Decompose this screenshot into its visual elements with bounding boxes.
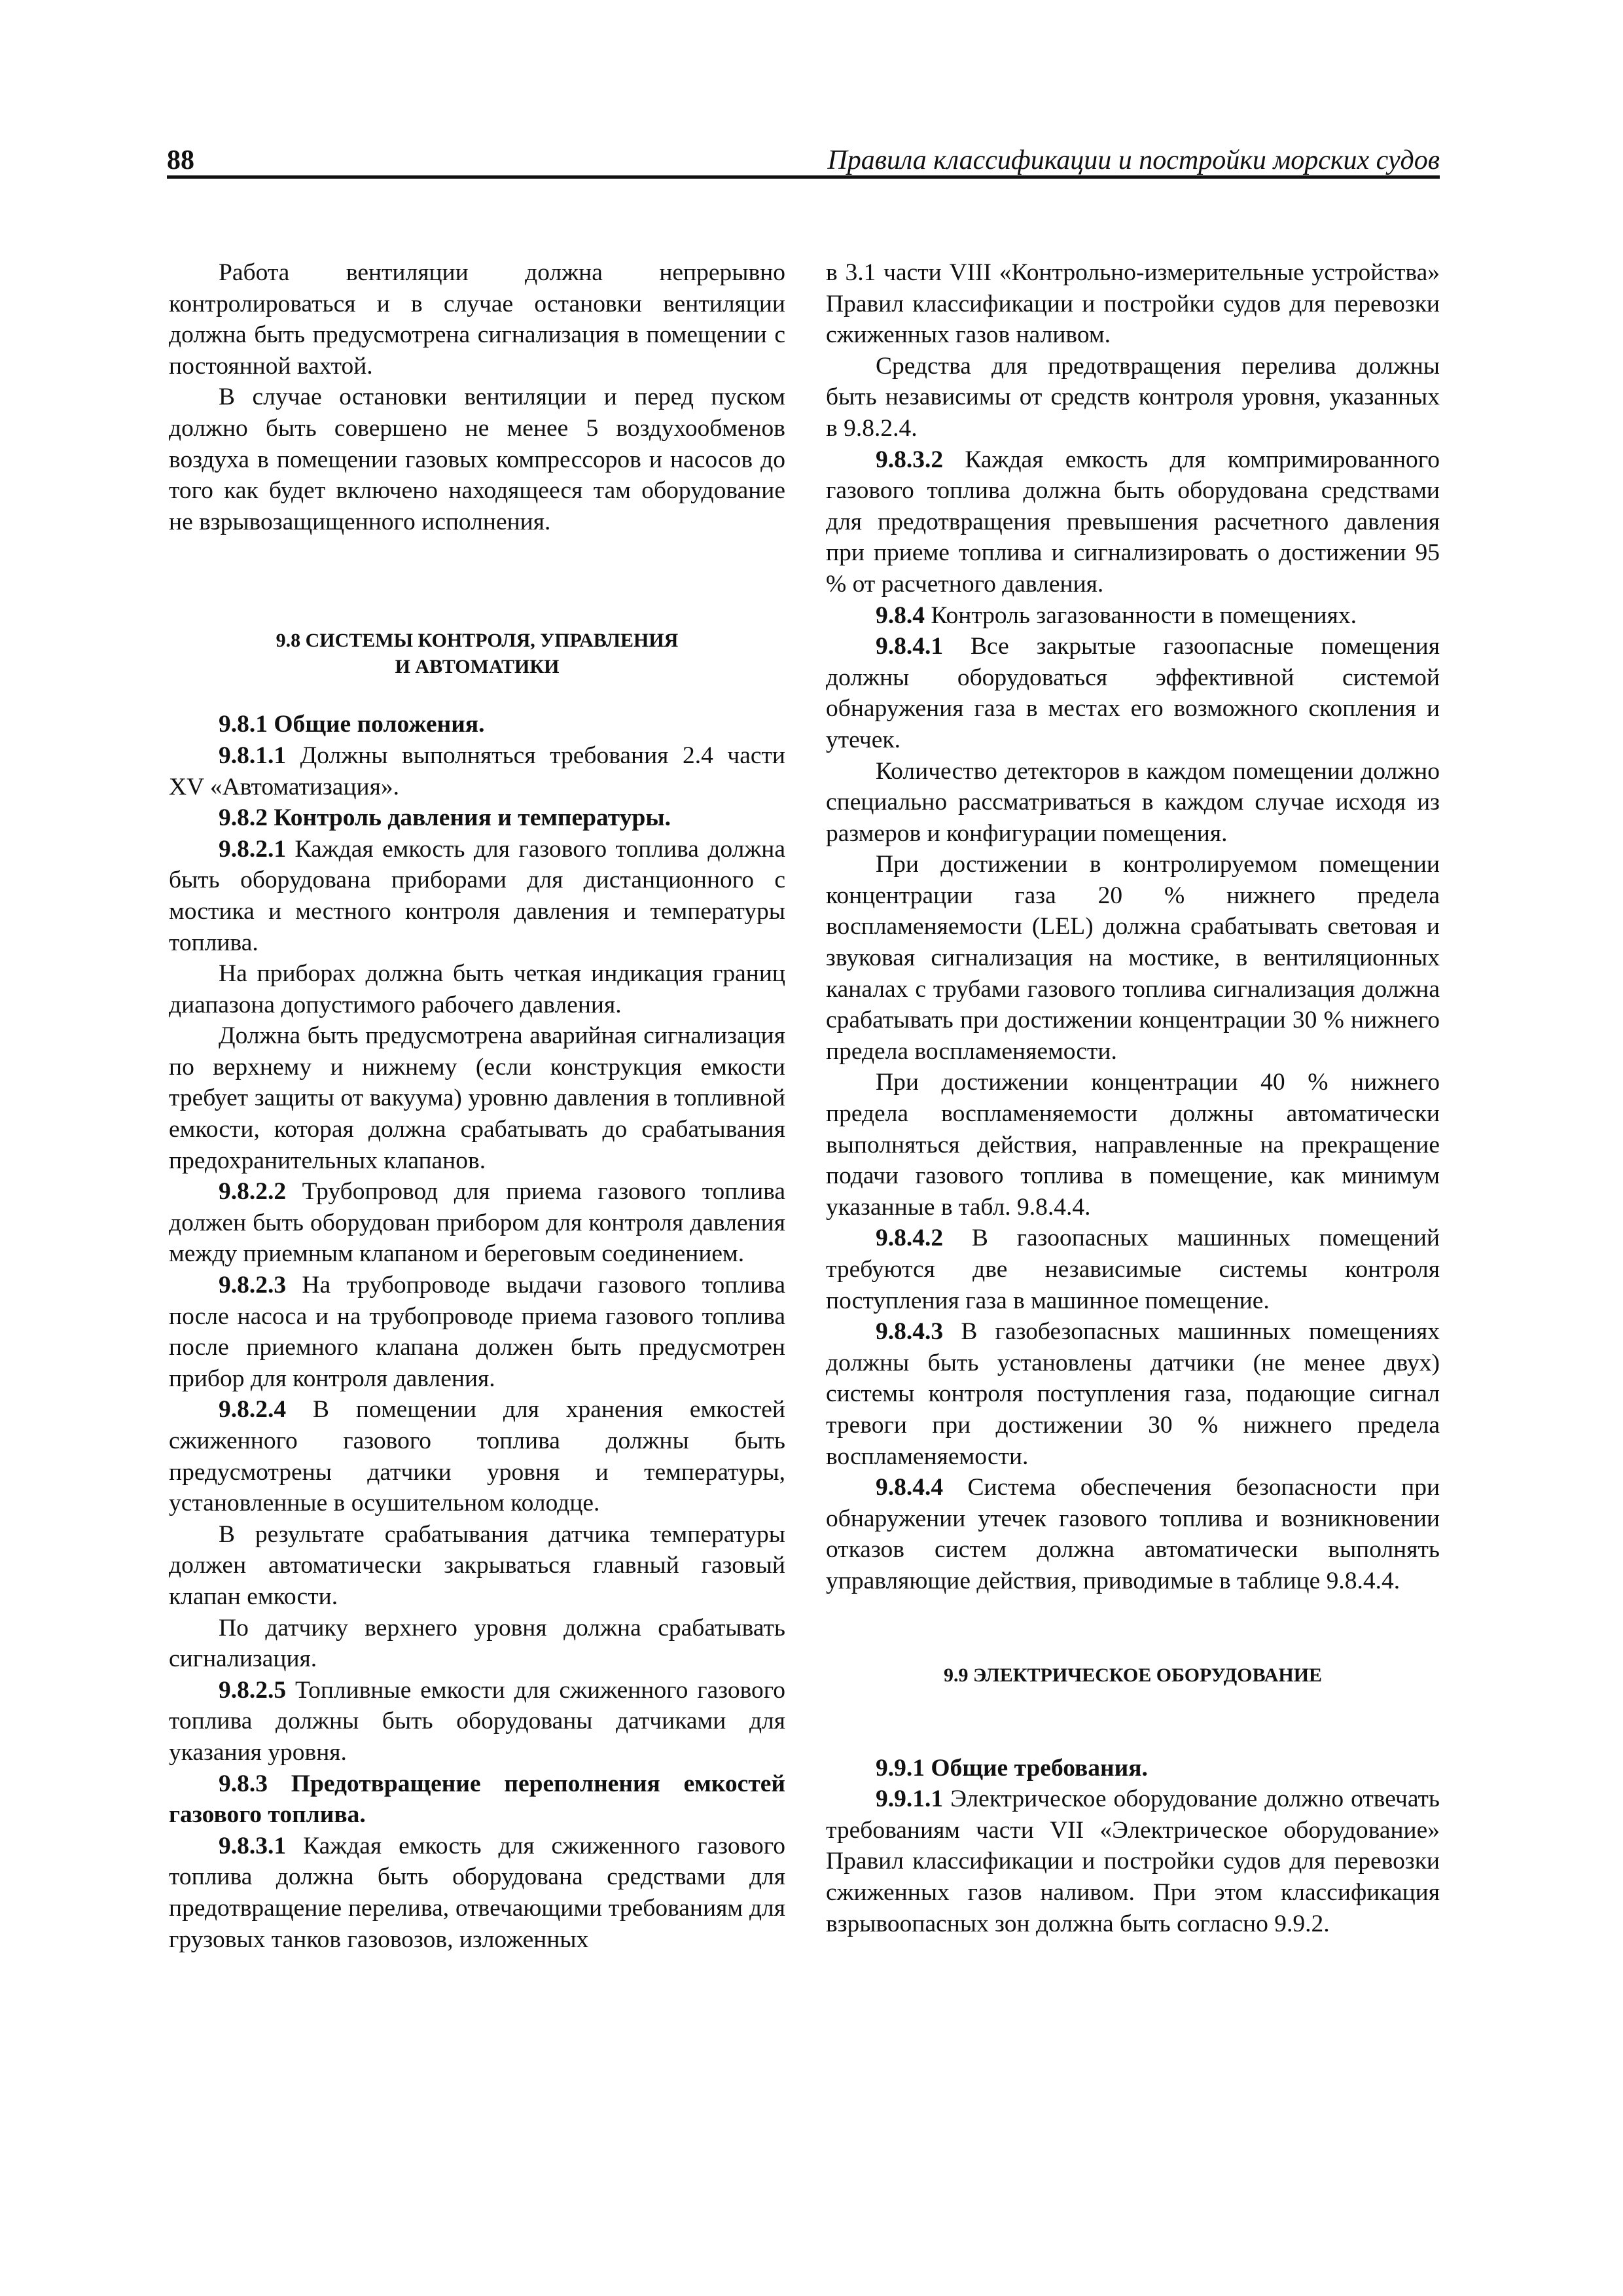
running-title: Правила классификации и постройки морских судов: [827, 145, 1440, 175]
clause: 9.8.2.5 Топливные емкости для сжиженного газового топлива должны быть оборудованы датчиками для указания уровня.: [169, 1676, 785, 1766]
clause: 9.8.2.1 Каждая емкость для газового топлива должна быть оборудована приборами для дистанционного с мостика и местного контроля давления и температуры топлива.: [169, 835, 785, 956]
clause: 9.8.2.2 Трубопровод для приема газового топлива должен быть оборудован прибором для контроля давления между приемным клапаном и береговым соединением.: [169, 1178, 785, 1268]
paragraph: В результате срабатывания датчика температуры должен автоматически закрываться главный газовый клапан емкости.: [169, 1520, 785, 1610]
paragraph: На приборах должна быть четкая индикация границ диапазона допустимого рабочего давления.: [169, 960, 785, 1018]
subsection-title: 9.8.2 Контроль давления и температуры.: [219, 804, 671, 832]
subsection-title: 9.8.4 Контроль загазованности в помещениях.: [876, 601, 1357, 629]
paragraph: Количество детекторов в каждом помещении должно специально рассматриваться в каждом случае исходя из размеров и конфигурации помещения.: [826, 757, 1440, 847]
paragraph: в 3.1 части VIII «Контрольно-измерительные устройства» Правил классификации и постройки судов для перевозки сжиженных газов наливом.: [826, 259, 1440, 349]
paragraph: По датчику верхнего уровня должна срабатывать сигнализация.: [169, 1614, 785, 1673]
subsection-title: 9.8.3 Предотвращение переполнения емкостей газового топлива.: [169, 1770, 785, 1829]
spacer: [826, 1597, 1440, 1662]
subsection-title: 9.9.1 Общие требования.: [876, 1754, 1148, 1782]
paragraph: Средства для предотвращения перелива должны быть независимы от средств контроля уровня, указанных в 9.8.2.4.: [826, 352, 1440, 442]
clause: 9.8.1.1 Должны выполняться требования 2.4 части XV «Автоматизация».: [169, 742, 785, 800]
right-column: [826, 257, 1440, 1939]
section-heading: 9.9 ЭЛЕКТРИЧЕСКОЕ ОБОРУДОВАНИЕ: [943, 1664, 1323, 1686]
clause: 9.8.2.3 На трубопроводе выдачи газового топлива после насоса и на трубопроводе приема газового топлива после приемного клапана должен быть предусмотрен прибор для контроля давления.: [169, 1272, 785, 1392]
paragraph: При достижении в контролируемом помещении концентрации газа 20 % нижнего предела воспламеняемости (LEL) должна срабатывать световая и звуковая сигнализация на мостике, в вентиляционных каналах с трубами газового топлива сигнализация должна срабатывать при достижении концентрации 30 % нижнего предела воспламеняемости.: [826, 851, 1440, 1065]
spacer: [169, 680, 785, 709]
spacer: [826, 1689, 1440, 1753]
clause: 9.8.2.4 В помещении для хранения емкостей сжиженного газового топлива должны быть предусмотрены датчики уровня и температуры, установленные в осушительном колодце.: [169, 1396, 786, 1517]
clause: 9.8.4.1 Все закрытые газоопасные помещения должны оборудоваться эффективной системой обнаружения газа в местах его возможного скопления и утечек.: [826, 633, 1440, 753]
clause: 9.8.4.3 В газобезопасных машинных помещениях должны быть установлены датчики (не менее двух) системы контроля поступления газа, подающие сигнал тревоги при достижении 30 % нижнего предела воспламеняемости.: [826, 1318, 1440, 1470]
paragraph: Должна быть предусмотрена аварийная сигнализация по верхнему и нижнему (если конструкция емкости требует защиты от вакуума) уровню давления в топливной емкости, которая должна срабатывать до срабатывания предохранительных клапанов.: [169, 1022, 785, 1174]
paragraph: Работа вентиляции должна непрерывно контролироваться и в случае остановки вентиляции должна быть предусмотрена сигнализация в помещении с постоянной вахтой.: [169, 259, 785, 380]
clause: 9.9.1.1 Электрическое оборудование должно отвечать требованиям части VII «Электрическое оборудование» Правил классификации и постройки судов для перевозки сжиженных газов наливом. При этом классификация взрывоопасных зон должна быть согласно 9.9.2.: [826, 1785, 1440, 1937]
section-heading: 9.8 СИСТЕМЫ КОНТРОЛЯ, УПРАВЛЕНИЯ И АВТОМАТИКИ: [276, 630, 679, 678]
clause: 9.8.3.2 Каждая емкость для компримированного газового топлива должна быть оборудована средствами для предотвращения превышения расчетного давления при приеме топлива и сигнализировать о достижении 95 % от расчетного давления.: [826, 446, 1440, 598]
clause: 9.8.4.2 В газоопасных машинных помещений требуются две независимые системы контроля поступления газа в машинное помещение.: [826, 1225, 1440, 1314]
header-rule: [167, 175, 1440, 179]
paragraph: В случае остановки вентиляции и перед пуском должно быть совершено не менее 5 воздухообменов воздуха в помещении газовых компрессоров и насосов до того как будет включено находящееся там оборудование не взрывозащищенного исполнения.: [169, 384, 785, 535]
left-column: [169, 257, 785, 1955]
spacer: [169, 537, 785, 628]
clause: 9.8.3.1 Каждая емкость для сжиженного газового топлива должна быть оборудована средствами для предотвращение перелива, отвечающими требованиям для грузовых танков газовозов, изложенных: [169, 1832, 786, 1953]
page-header: [167, 143, 1440, 178]
subsection-title: 9.8.1 Общие положения.: [219, 711, 485, 738]
page-number: 88: [167, 145, 194, 175]
paragraph: При достижении концентрации 40 % нижнего предела воспламеняемости должны автоматически выполняться действия, направленные на прекращение подачи газового топлива в помещение, как минимум указанные в табл. 9.8.4.4.: [826, 1069, 1440, 1221]
clause: 9.8.4.4 Система обеспечения безопасности при обнаружении утечек газового топлива и возникновении отказов систем должна автоматически выполнять управляющие действия, приводимые в таблице 9.8.4.4.: [826, 1474, 1440, 1594]
